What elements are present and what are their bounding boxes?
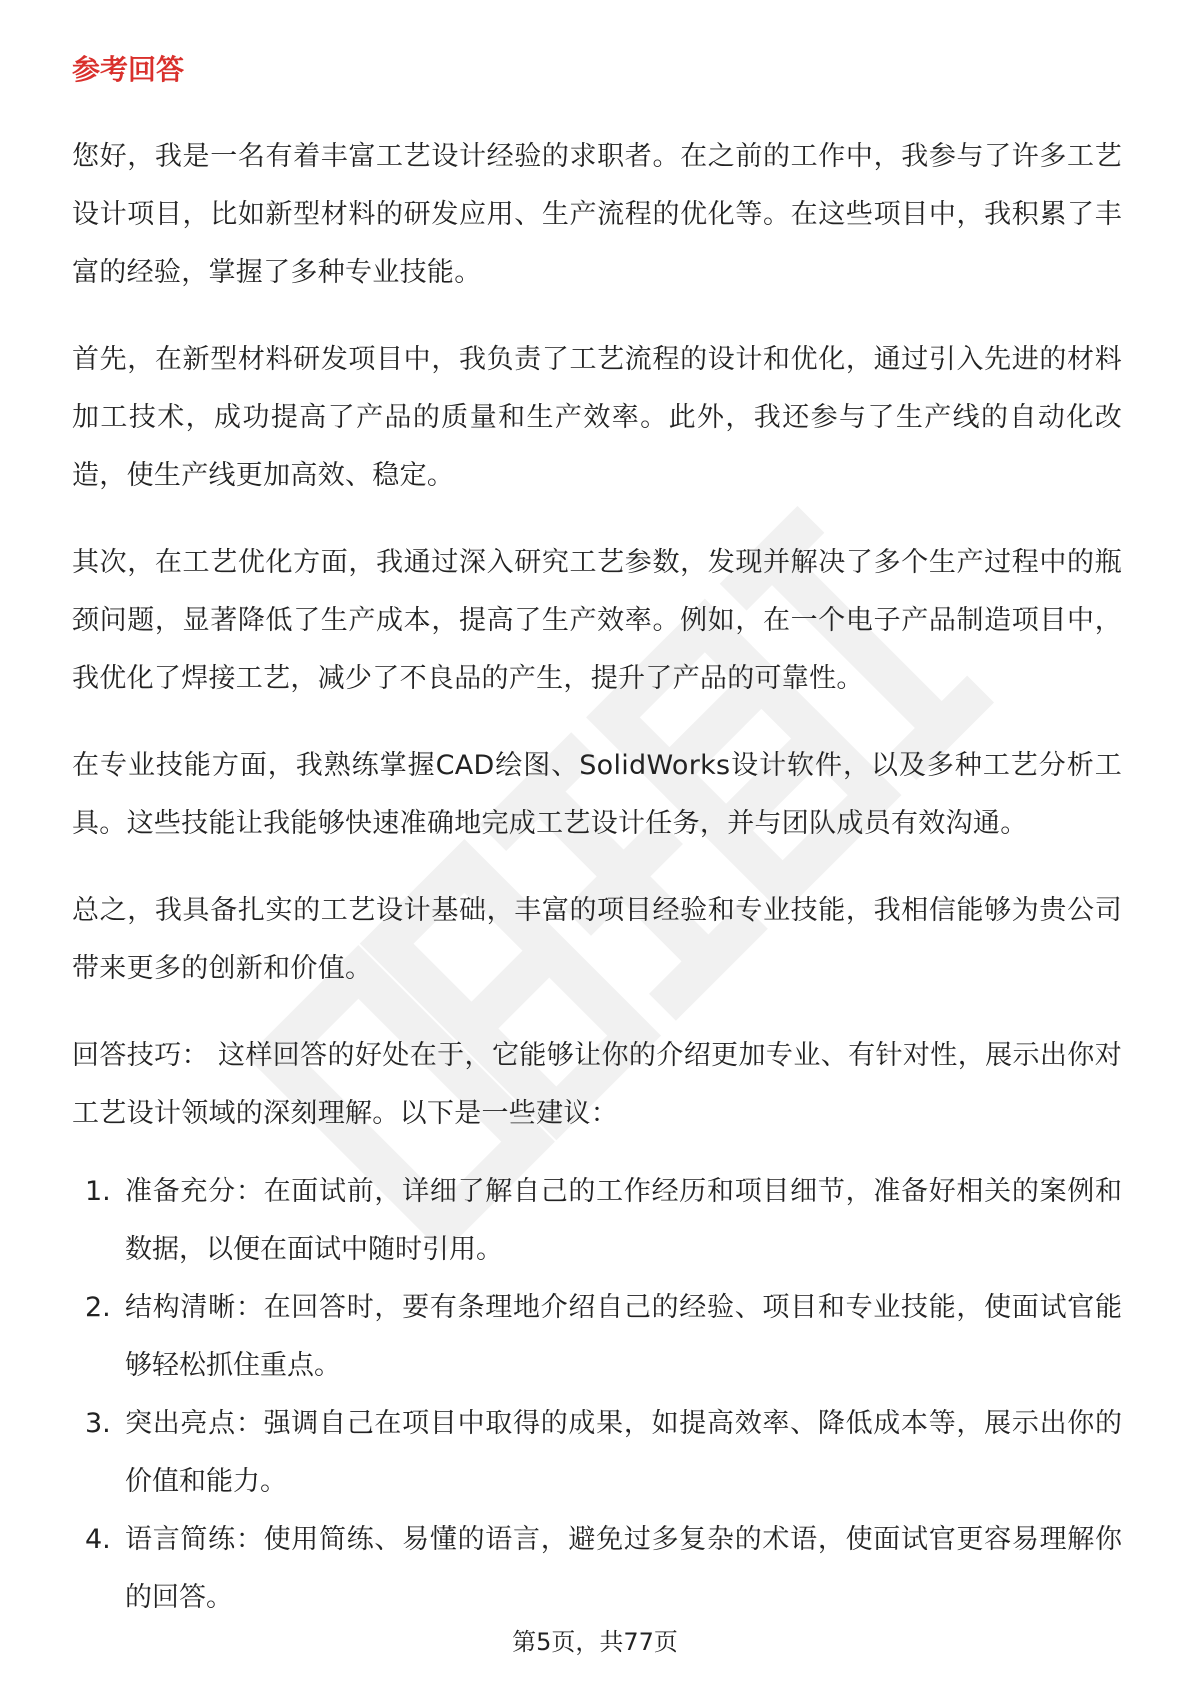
list-item bbox=[72, 1279, 1122, 1395]
list-item-number: 1. bbox=[85, 1176, 111, 1207]
list-item bbox=[72, 1511, 1122, 1627]
paragraph-intro: 您好，我是一名有着丰富工艺设计经验的求职者。在之前的工作中，我参与了许多工艺设计项目，比如新型材料的研发应用、生产流程的优化等。在这些项目中，我积累了丰富的经验，掌握了多种专业技能。 bbox=[72, 141, 1122, 288]
list-item-number: 4. bbox=[85, 1524, 111, 1555]
list-item-text: 语言简练：使用简练、易懂的语言，避免过多复杂的术语，使面试官更容易理解你的回答。 bbox=[125, 1524, 1122, 1613]
paragraph-summary: 总之，我具备扎实的工艺设计基础，丰富的项目经验和专业技能，我相信能够为贵公司带来更多的创新和价值。 bbox=[72, 895, 1122, 984]
list-item-text: 突出亮点：强调自己在项目中取得的成果，如提高效率、降低成本等，展示出你的价值和能力。 bbox=[125, 1408, 1122, 1497]
list-item bbox=[72, 1395, 1122, 1511]
list-item bbox=[72, 1163, 1122, 1279]
document-content bbox=[72, 50, 1122, 1627]
tips-list bbox=[72, 1163, 1122, 1627]
list-item-number: 3. bbox=[85, 1408, 111, 1439]
paragraph-tips-intro: 回答技巧： 这样回答的好处在于，它能够让你的介绍更加专业、有针对性，展示出你对工艺设计领域的深刻理解。以下是一些建议： bbox=[72, 1040, 1122, 1129]
list-item-text: 结构清晰：在回答时，要有条理地介绍自己的经验、项目和专业技能，使面试官能够轻松抓住重点。 bbox=[125, 1292, 1122, 1381]
paragraph-first: 首先，在新型材料研发项目中，我负责了工艺流程的设计和优化，通过引入先进的材料加工技术，成功提高了产品的质量和生产效率。此外，我还参与了生产线的自动化改造，使生产线更加高效、稳定。 bbox=[72, 344, 1122, 491]
list-item-number: 2. bbox=[85, 1292, 111, 1323]
page-number: 第5页，共77页 bbox=[512, 1628, 678, 1656]
list-item-text: 准备充分：在面试前，详细了解自己的工作经历和项目细节，准备好相关的案例和数据，以便在面试中随时引用。 bbox=[125, 1176, 1122, 1265]
section-title: 参考回答 bbox=[72, 53, 185, 86]
paragraph-second: 其次，在工艺优化方面，我通过深入研究工艺参数，发现并解决了多个生产过程中的瓶颈问题，显著降低了生产成本，提高了生产效率。例如，在一个电子产品制造项目中，我优化了焊接工艺，减少了不良品的产生，提升了产品的可靠性。 bbox=[72, 547, 1122, 694]
paragraph-skills: 在专业技能方面，我熟练掌握CAD绘图、SolidWorks设计软件，以及多种工艺分析工具。这些技能让我能够快速准确地完成工艺设计任务，并与团队成员有效沟通。 bbox=[72, 750, 1122, 839]
